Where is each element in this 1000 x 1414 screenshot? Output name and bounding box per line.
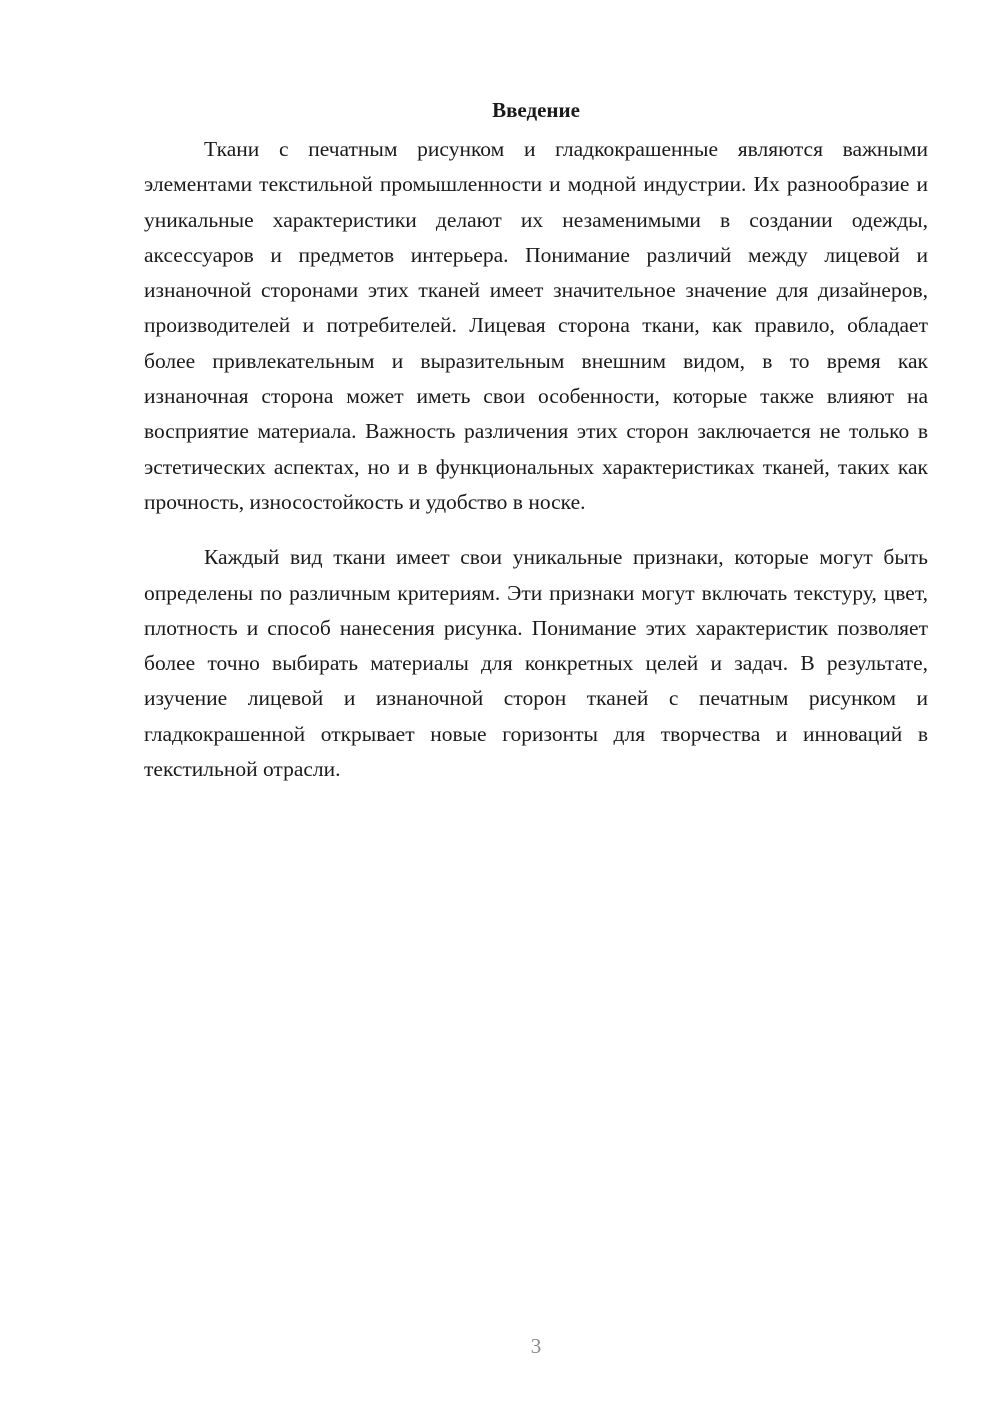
page-content [144, 96, 928, 787]
section-heading: Введение [492, 98, 580, 122]
paragraph-1: Ткани с печатным рисунком и гладкокрашенные являются важными элементами текстильной промышленности и модной индустрии. Их разнообразие и уникальные характеристики делают их незаменимыми в создании одежды, аксессуаров и предметов интерьера. Понимание различий между лицевой и изнаночной сторонами этих тканей имеет значительное значение для дизайнеров, производителей и потребителей. Лицевая сторона ткани, как правило, обладает более привлекательным и выразительным внешним видом, в то время как изнаночная сторона может иметь свои особенности, которые также влияют на восприятие материала. Важность различения этих сторон заключается не только в эстетических аспектах, но и в функциональных характеристиках тканей, таких как прочность, износостойкость и удобство в носке. [144, 137, 928, 514]
paragraph-2: Каждый вид ткани имеет свои уникальные признаки, которые могут быть определены по различным критериям. Эти признаки могут включать текстуру, цвет, плотность и способ нанесения рисунка. Понимание этих характеристик позволяет более точно выбирать материалы для конкретных целей и задач. В результате, изучение лицевой и изнаночной сторон тканей с печатным рисунком и гладкокрашенной открывает новые горизонты для творчества и инноваций в текстильной отрасли. [144, 545, 928, 782]
page-number: 3 [530, 1334, 542, 1358]
